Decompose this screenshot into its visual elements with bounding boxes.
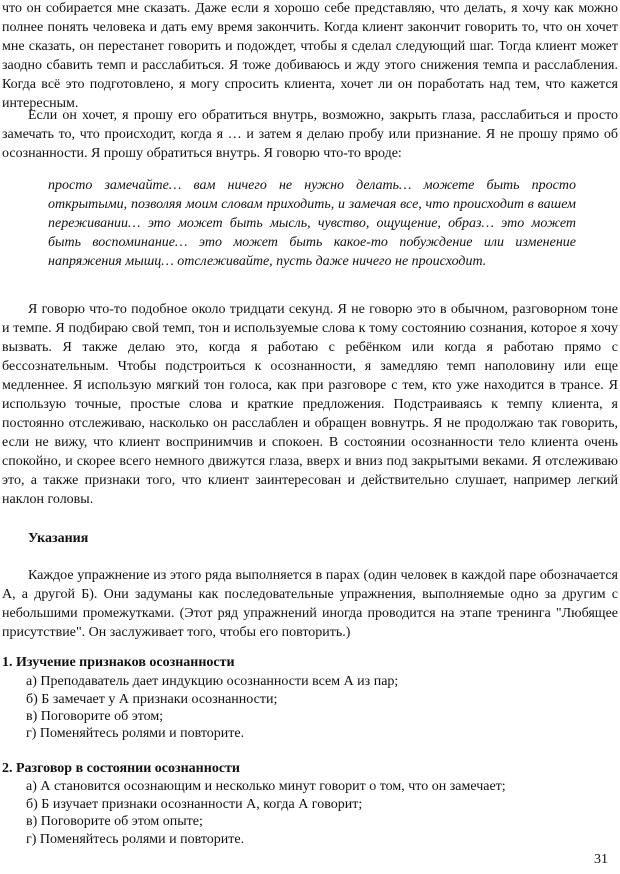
paragraph-2: Если он хочет, я прошу его обратиться внутрь, возможно, закрыть глаза, расслабиться и просто замечать то, что происходит, когда я … и затем я делаю пробу или признание. Я не прошу прямо об осознанности. Я прошу обратиться внутрь. Я говорю что-то вроде: (2, 108, 618, 161)
list-item: б) Б замечает у А признаки осознанности; (26, 692, 278, 707)
instructions-paragraph: Каждое упражнение из этого ряда выполняется в парах (один человек в каждой паре обозначается А, а другой Б). Они задуманы как последовательные упражнения, выполняемые одно за другим с небольшими промежутками. (Этот ряд упражнений иногда проводится на этапе тренинга "Любящее присутствие". Он заслуживает того, чтобы его повторить.) (2, 568, 618, 640)
exercise-title: 2. Разговор в состоянии осознанности (2, 761, 240, 776)
quote-block: просто замечайте… вам ничего не нужно делать… можете быть просто открытыми, позволяя моим словам приходить, и замечая все, что происходит в вашем переживании… это может быть мысль, чувство, ощущение, образ… это может быть воспоминание… это может быть какое-то побуждение или изменение напряжения мышц… отслеживайте, пусть даже ничего не происходит. (48, 178, 576, 269)
list-item: в) Поговорите об этом опыте; (26, 814, 203, 829)
exercise-title: 1. Изучение признаков осознанности (2, 655, 235, 670)
paragraph-3: Я говорю что-то подобное около тридцати секунд. Я не говорю это в обычном, разговорном тоне и темпе. Я подбираю свой темп, тон и используемые слова к тому состоянию сознания, которое я хочу вызвать. Я также делаю это, когда я работаю с ребёнком или когда я работаю прямо с бессознательным. Чтобы подстроиться к осознанности, я замедляю темп наполовину или еще медленнее. Я использую мягкий тон голоса, как при разговоре с тем, кто уже находится в трансе. Я использую точные, простые слова и краткие предложения. Подстраиваясь к темпу клиента, я постоянно отслеживаю, насколько он расслаблен и обращен вовнутрь. Я не продолжаю так говорить, если не вижу, что клиент воспринимчив и спокоен. В состоянии осознанности тело клиента очень спокойно, и скорее всего немного движутся глаза, вверх и вниз под закрытыми веками. Я отслеживаю это, а также признаки того, что клиент заинтересован и действительно слушает, например легкий наклон головы. (2, 302, 618, 507)
list-item: г) Поменяйтесь ролями и повторите. (26, 726, 245, 741)
list-item: г) Поменяйтесь ролями и повторите. (26, 832, 245, 847)
page-number: 31 (594, 852, 608, 867)
list-item: в) Поговорите об этом; (26, 709, 164, 724)
intro-paragraph: что он собирается мне сказать. Даже если я хорошо себе представляю, что делать, я хочу как можно полнее понять человека и дать ему время закончить. Когда клиент закончит говорить то, что он хочет мне сказать, он перестанет говорить и подождет, чтобы я сделал следующий шаг. Тогда клиент может заодно сбавить темп и расслабиться. Я тоже добиваюсь и жду этого снижения темпа и расслабления. Когда всё это подготовлено, я могу спросить клиента, хочет ли он поработать над тем, что кажется интересным. (2, 1, 618, 111)
list-item: б) Б изучает признаки осознанности А, когда А говорит; (26, 797, 363, 812)
list-item: а) Преподаватель дает индукцию осознанности всем А из пар; (26, 674, 399, 689)
list-item: а) А становится осознающим и несколько минут говорит о том, что он замечает; (26, 779, 506, 794)
section-heading: Указания (28, 531, 89, 546)
